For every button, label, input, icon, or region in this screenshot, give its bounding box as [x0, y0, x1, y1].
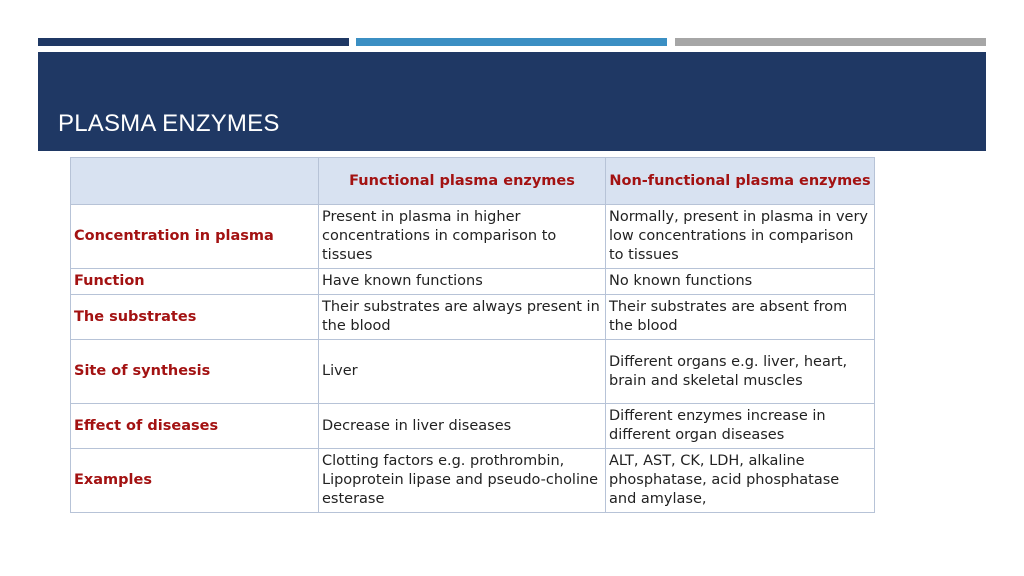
table-header-row — [71, 158, 875, 205]
row-label: Site of synthesis — [71, 340, 319, 404]
cell-functional: Present in plasma in higher concentrations in comparison to tissues — [319, 205, 606, 269]
header-functional: Functional plasma enzymes — [319, 158, 606, 205]
accent-bar-dark — [38, 38, 349, 46]
accent-bar-blue — [356, 38, 667, 46]
cell-non-functional: ALT, AST, CK, LDH, alkaline phosphatase, acid phosphatase and amylase, — [606, 449, 875, 513]
cell-functional: Have known functions — [319, 269, 606, 295]
row-label: Examples — [71, 449, 319, 513]
table-row — [71, 295, 875, 340]
row-label: Effect of diseases — [71, 404, 319, 449]
cell-functional: Decrease in liver diseases — [319, 404, 606, 449]
cell-non-functional: No known functions — [606, 269, 875, 295]
row-label: Function — [71, 269, 319, 295]
table-row — [71, 269, 875, 295]
accent-bar-gray — [675, 38, 986, 46]
title-band — [38, 52, 986, 151]
cell-functional: Liver — [319, 340, 606, 404]
table-row — [71, 340, 875, 404]
slide-title: PLASMA ENZYMES — [58, 110, 280, 137]
table-row — [71, 404, 875, 449]
cell-non-functional: Their substrates are absent from the blood — [606, 295, 875, 340]
cell-functional: Their substrates are always present in the blood — [319, 295, 606, 340]
header-blank-cell — [71, 158, 319, 205]
cell-functional: Clotting factors e.g. prothrombin, Lipoprotein lipase and pseudo-choline esterase — [319, 449, 606, 513]
header-non-functional: Non-functional plasma enzymes — [606, 158, 875, 205]
table-row — [71, 205, 875, 269]
row-label: Concentration in plasma — [71, 205, 319, 269]
cell-non-functional: Normally, present in plasma in very low concentrations in comparison to tissues — [606, 205, 875, 269]
cell-non-functional: Different organs e.g. liver, heart, brain and skeletal muscles — [606, 340, 875, 404]
cell-non-functional: Different enzymes increase in different organ diseases — [606, 404, 875, 449]
table-row — [71, 449, 875, 513]
comparison-table — [70, 157, 875, 513]
row-label: The substrates — [71, 295, 319, 340]
